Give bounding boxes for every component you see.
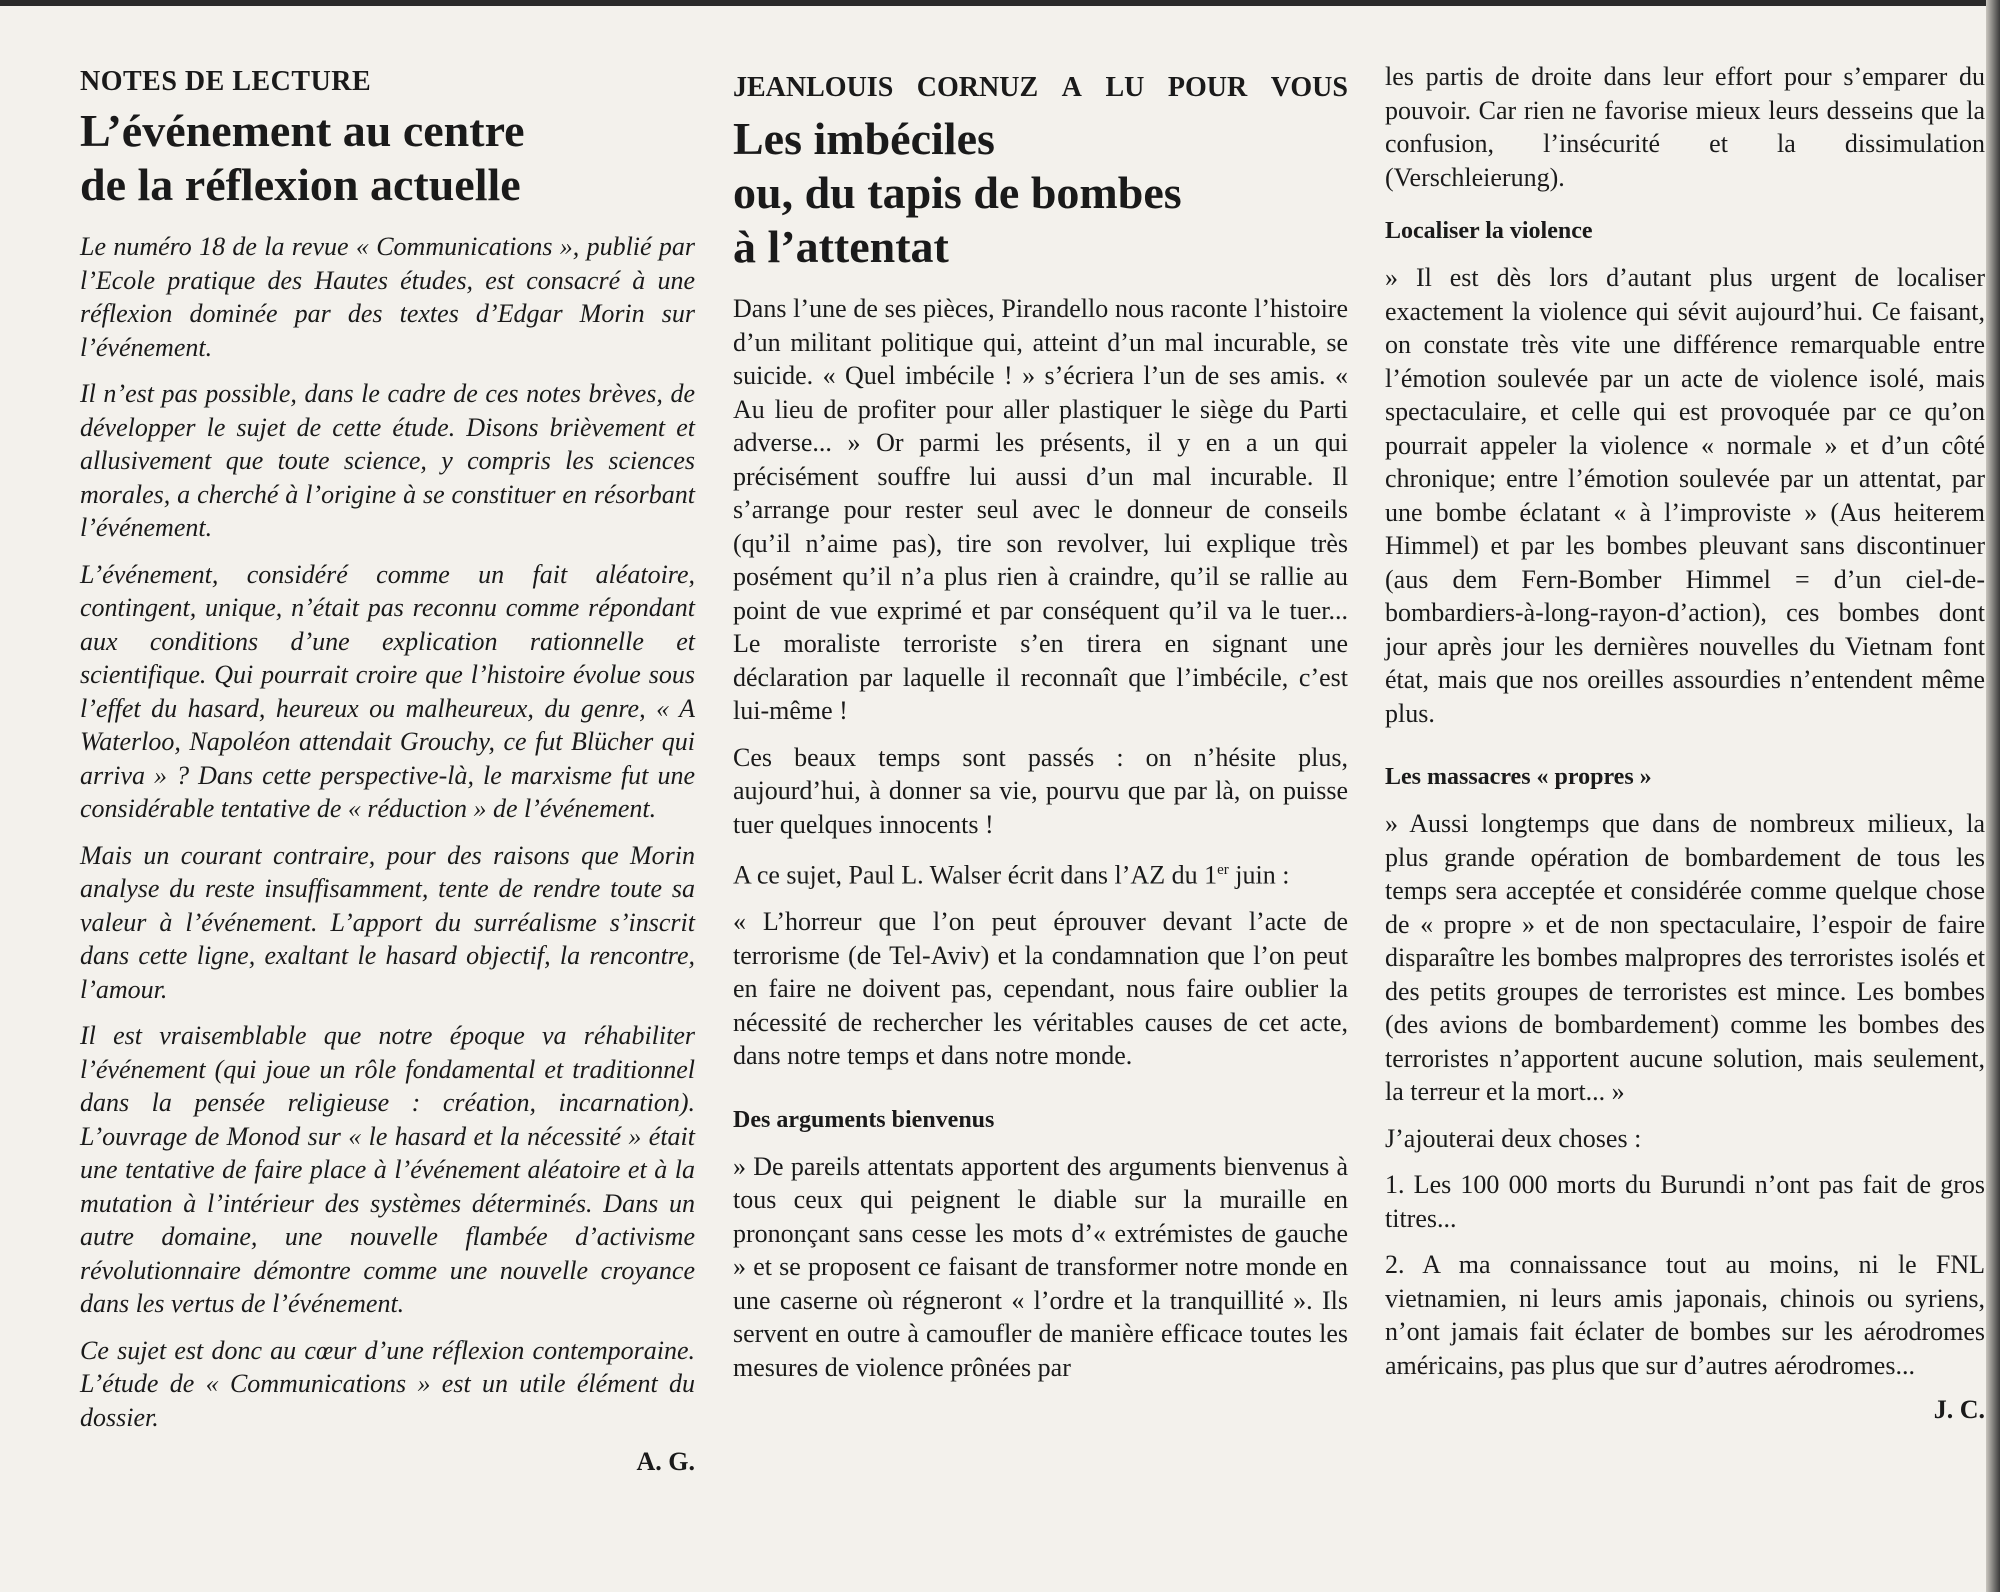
column-imbeciles	[733, 60, 1348, 1397]
signature-jc: J. C.	[1933, 1395, 1985, 1424]
paragraph: Mais un courant contraire, pour des raisons que Morin analyse du reste insuffisamment, tente de rendre toute sa valeur à l’événement. L’apport du surréalisme s’inscrit dans cette ligne, exaltant le hasard objectif, la rencontre, l’amour.	[80, 840, 695, 1004]
headline-evenement	[80, 104, 695, 212]
paragraph: J’ajouterai deux choses :	[1385, 1123, 1642, 1153]
headline-imbeciles	[733, 112, 1348, 274]
paragraph: Il est vraisemblable que notre époque va réhabiliter l’événement (qui joue un rôle fondamental et traditionnel dans la pensée religieuse : création, incarnation). L’ouvrage de Monod sur « le hasard et la nécessité » était une tentative de faire place à l’événement aléatoire et à la mutation à l’intérieur des systèmes déterminés. Dans un autre domaine, une nouvelle flambée d’activisme révolutionnaire démontre comme une nouvelle croyance dans les vertus de l’événement.	[80, 1021, 695, 1318]
subhead-arguments: Des arguments bienvenus	[733, 1106, 995, 1133]
paragraph-walser	[733, 854, 1348, 892]
subhead-violence: Localiser la violence	[1385, 218, 1593, 244]
signature-ag: A. G.	[636, 1447, 695, 1476]
kicker-word: POUR	[1167, 72, 1248, 103]
kicker-cornuz	[733, 72, 1348, 104]
paragraph: Ce sujet est donc au cœur d’une réflexion contemporaine. L’étude de « Communications » est un utile élément du dossier.	[80, 1335, 695, 1432]
paragraph: L’événement, considéré comme un fait aléatoire, contingent, unique, n’était pas reconnu comme répondant aux conditions d’une explication rationnelle et scientifique. Qui pourrait croire que l’histoire évolue sous l’effet du hasard, heureux ou malheureux, du genre, « A Waterloo, Napoléon attendait Grouchy, ce fut Blücher qui arriva » ? Dans cette perspective-là, le marxisme fut une considérable tentative de « réduction » de l’événement.	[80, 559, 695, 823]
column-continuation	[1385, 60, 1985, 1425]
walser-date: juin :	[1228, 860, 1290, 890]
article-body-evenement	[80, 230, 695, 1434]
headline-line: L’événement au centre	[80, 105, 525, 156]
paragraph: » Aussi longtemps que dans de nombreux milieux, la plus grande opération de bombardement de tous les temps sera acceptée et considérée comme quelque chose de « propre » et de non spectaculaire, l’espoir de faire disparaître les bombes malpropres des terroristes isolés et des petits groupes de terroristes est mince. Les bombes (des avions de bombardement) comme les bombes des terroristes n’apportent aucune solution, mais seulement, la terreur et la mort... »	[1385, 809, 1985, 1106]
paragraph: Ces beaux temps sont passés : on n’hésite plus, aujourd’hui, à donner sa vie, pourvu que par là, on puisse tuer quelques innocents !	[733, 742, 1348, 839]
paragraph: Il n’est pas possible, dans le cadre de ces notes brèves, de développer le sujet de cette étude. Disons brièvement et allusivement que toute science, y compris les sciences morales, a cherché à l’origine à se constituer en résorbant l’événement.	[80, 379, 695, 542]
walser-superscript: er	[1217, 862, 1229, 878]
paragraph: 2. A ma connaissance tout au moins, ni le FNL vietnamien, ni leurs amis japonais, chinois ou syriens, n’ont jamais fait éclater de bombes sur les aérodromes américains, pas plus que sur d’autres aérodromes...	[1385, 1250, 1985, 1380]
kicker-notes-de-lecture: NOTES DE LECTURE	[80, 66, 372, 97]
headline-line: de la réflexion actuelle	[80, 159, 521, 210]
paragraph: Dans l’une de ses pièces, Pirandello nous raconte l’histoire d’un militant politique qui, atteint d’un mal incurable, se suicide. « Quel imbécile ! » s’écriera l’un de ses amis. « Au lieu de profiter pour aller plastiquer le siège du Parti adverse... » Or parmi les présents, il y en a un qui précisément souffre lui aussi d’un mal incurable. Il s’arrange pour rester seul avec le donneur de conseils (qu’il n’aime pas), tire son revolver, lui explique très posément qu’il n’a plus rien à craindre, qu’il se rallie au point de vue exprimé et par conséquent qu’il va le tuer... Le moraliste terroriste s’en tirera en signant une déclaration par laquelle il reconnaît que l’imbécile, c’est lui-même !	[733, 294, 1348, 725]
paragraph: » Il est dès lors d’autant plus urgent de localiser exactement la violence qui sévit aujourd’hui. Ce faisant, on constate très vite une différence remarquable entre l’émotion soulevée par un acte de violence isolé, mais spectaculaire, et celle qui est provoquée par ce qu’on pourrait appeler la violence « normale » et d’un côté chronique; entre l’émotion soulevée par un attentat, par une bombe éclatant « à l’improviste » (Aus heiterem Himmel) et par les bombes pleuvant sans discontinuer (aus dem Fern-Bomber Himmel = d’un ciel-de-bombardiers-à-long-rayon-d’action), ces bombes dont jour après jour les dernières nouvelles du Vietnam font état, mais que nos oreilles assourdies n’entendent même plus.	[1385, 263, 1985, 728]
paragraph: 1. Les 100 000 morts du Burundi n’ont pas fait de gros titres...	[1385, 1170, 1985, 1233]
kicker-word: CORNUZ	[916, 72, 1039, 103]
headline-line: ou, du tapis de bombes	[733, 167, 1182, 218]
quote-paragraph: « L’horreur que l’on peut éprouver devant l’acte de terrorisme (de Tel-Aviv) et la condamnation que l’on peut en faire ne doivent pas, cependant, nous faire oublier la nécessité de rechercher les véritables causes de cet acte, dans notre temps et dans notre monde.	[733, 907, 1348, 1071]
headline-line: Les imbéciles	[733, 113, 995, 164]
page-top-edge	[0, 0, 2000, 6]
paragraph: Le numéro 18 de la revue « Communications », publié par l’Ecole pratique des Hautes études, est consacré à une réflexion dominée par des textes d’Edgar Morin sur l’événement.	[80, 232, 695, 362]
headline-line: à l’attentat	[733, 221, 949, 272]
subhead-massacres: Les massacres « propres »	[1385, 764, 1652, 790]
kicker-word: VOUS	[1270, 72, 1348, 103]
column-notes-de-lecture	[80, 60, 695, 1477]
walser-text: A ce sujet, Paul L. Walser écrit dans l’AZ du 1	[733, 860, 1218, 890]
kicker-word: LU	[1105, 72, 1145, 103]
paragraph: » De pareils attentats apportent des arguments bienvenus à tous ceux qui peignent le diable sur la muraille en prononçant sans cesse les mots d’« extrémistes de gauche » et se proposent ce faisant de transformer notre monde en une caserne où régneront « l’ordre et la tranquillité ». Ils servent en outre à camoufler de manière efficace toutes les mesures de violence prônées par	[733, 1151, 1348, 1382]
kicker-word: JEANLOUIS	[733, 72, 894, 103]
paragraph: les partis de droite dans leur effort pour s’emparer du pouvoir. Car rien ne favorise mieux leurs desseins que la confusion, l’insécurité et la dissimulation (Verschleierung).	[1385, 62, 1985, 192]
page-right-edge	[1986, 0, 2000, 1592]
kicker-word: A	[1061, 72, 1082, 103]
